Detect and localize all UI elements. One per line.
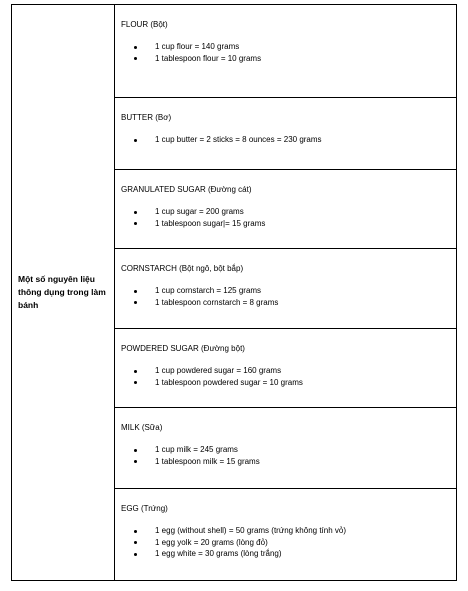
ingredient-cell-egg — [115, 489, 457, 581]
row-header-cell — [12, 5, 115, 581]
ingredient-cell-butter — [115, 98, 457, 170]
list-item: 1 tablespoon sugar|= 15 grams — [155, 218, 448, 230]
conversion-list — [121, 525, 448, 560]
conversion-list — [121, 134, 448, 146]
list-item: 1 cup cornstarch = 125 grams — [155, 285, 448, 297]
list-item: 1 tablespoon milk = 15 grams — [155, 456, 448, 468]
list-item: 1 egg yolk = 20 grams (lòng đỏ) — [155, 537, 448, 549]
list-item: 1 egg white = 30 grams (lòng trắng) — [155, 548, 448, 560]
list-item: 1 tablespoon cornstarch = 8 grams — [155, 297, 448, 309]
conversion-list — [121, 206, 448, 229]
conversion-table — [11, 4, 457, 581]
ingredient-title: EGG (Trứng) — [121, 504, 168, 513]
list-item: 1 tablespoon flour = 10 grams — [155, 53, 448, 65]
row-header-text: Một số nguyên liệu thông dụng trong làm bánh — [18, 274, 106, 310]
conversion-list — [121, 41, 448, 64]
conversion-list — [121, 285, 448, 308]
list-item: 1 egg (without shell) = 50 grams (trứng không tính vỏ) — [155, 525, 448, 537]
ingredient-cell-granulated-sugar — [115, 170, 457, 249]
table-row — [12, 5, 457, 98]
conversion-list — [121, 365, 448, 388]
ingredient-cell-milk — [115, 408, 457, 489]
list-item: 1 cup sugar = 200 grams — [155, 206, 448, 218]
ingredient-title: FLOUR (Bột) — [121, 20, 168, 29]
list-item: 1 cup milk = 245 grams — [155, 444, 448, 456]
ingredient-cell-flour — [115, 5, 457, 98]
ingredient-title: CORNSTARCH (Bột ngô, bột bắp) — [121, 264, 244, 273]
ingredient-title: POWDERED SUGAR (Đường bột) — [121, 344, 245, 353]
list-item: 1 cup flour = 140 grams — [155, 41, 448, 53]
ingredient-cell-powdered-sugar — [115, 329, 457, 408]
list-item: 1 cup powdered sugar = 160 grams — [155, 365, 448, 377]
ingredient-title: GRANULATED SUGAR (Đường cát) — [121, 185, 252, 194]
ingredient-title: MILK (Sữa) — [121, 423, 163, 432]
list-item: 1 cup butter = 2 sticks = 8 ounces = 230 grams — [155, 134, 448, 146]
ingredient-title: BUTTER (Bơ) — [121, 113, 172, 122]
list-item: 1 tablespoon powdered sugar = 10 grams — [155, 377, 448, 389]
ingredient-cell-cornstarch — [115, 249, 457, 329]
conversion-list — [121, 444, 448, 467]
